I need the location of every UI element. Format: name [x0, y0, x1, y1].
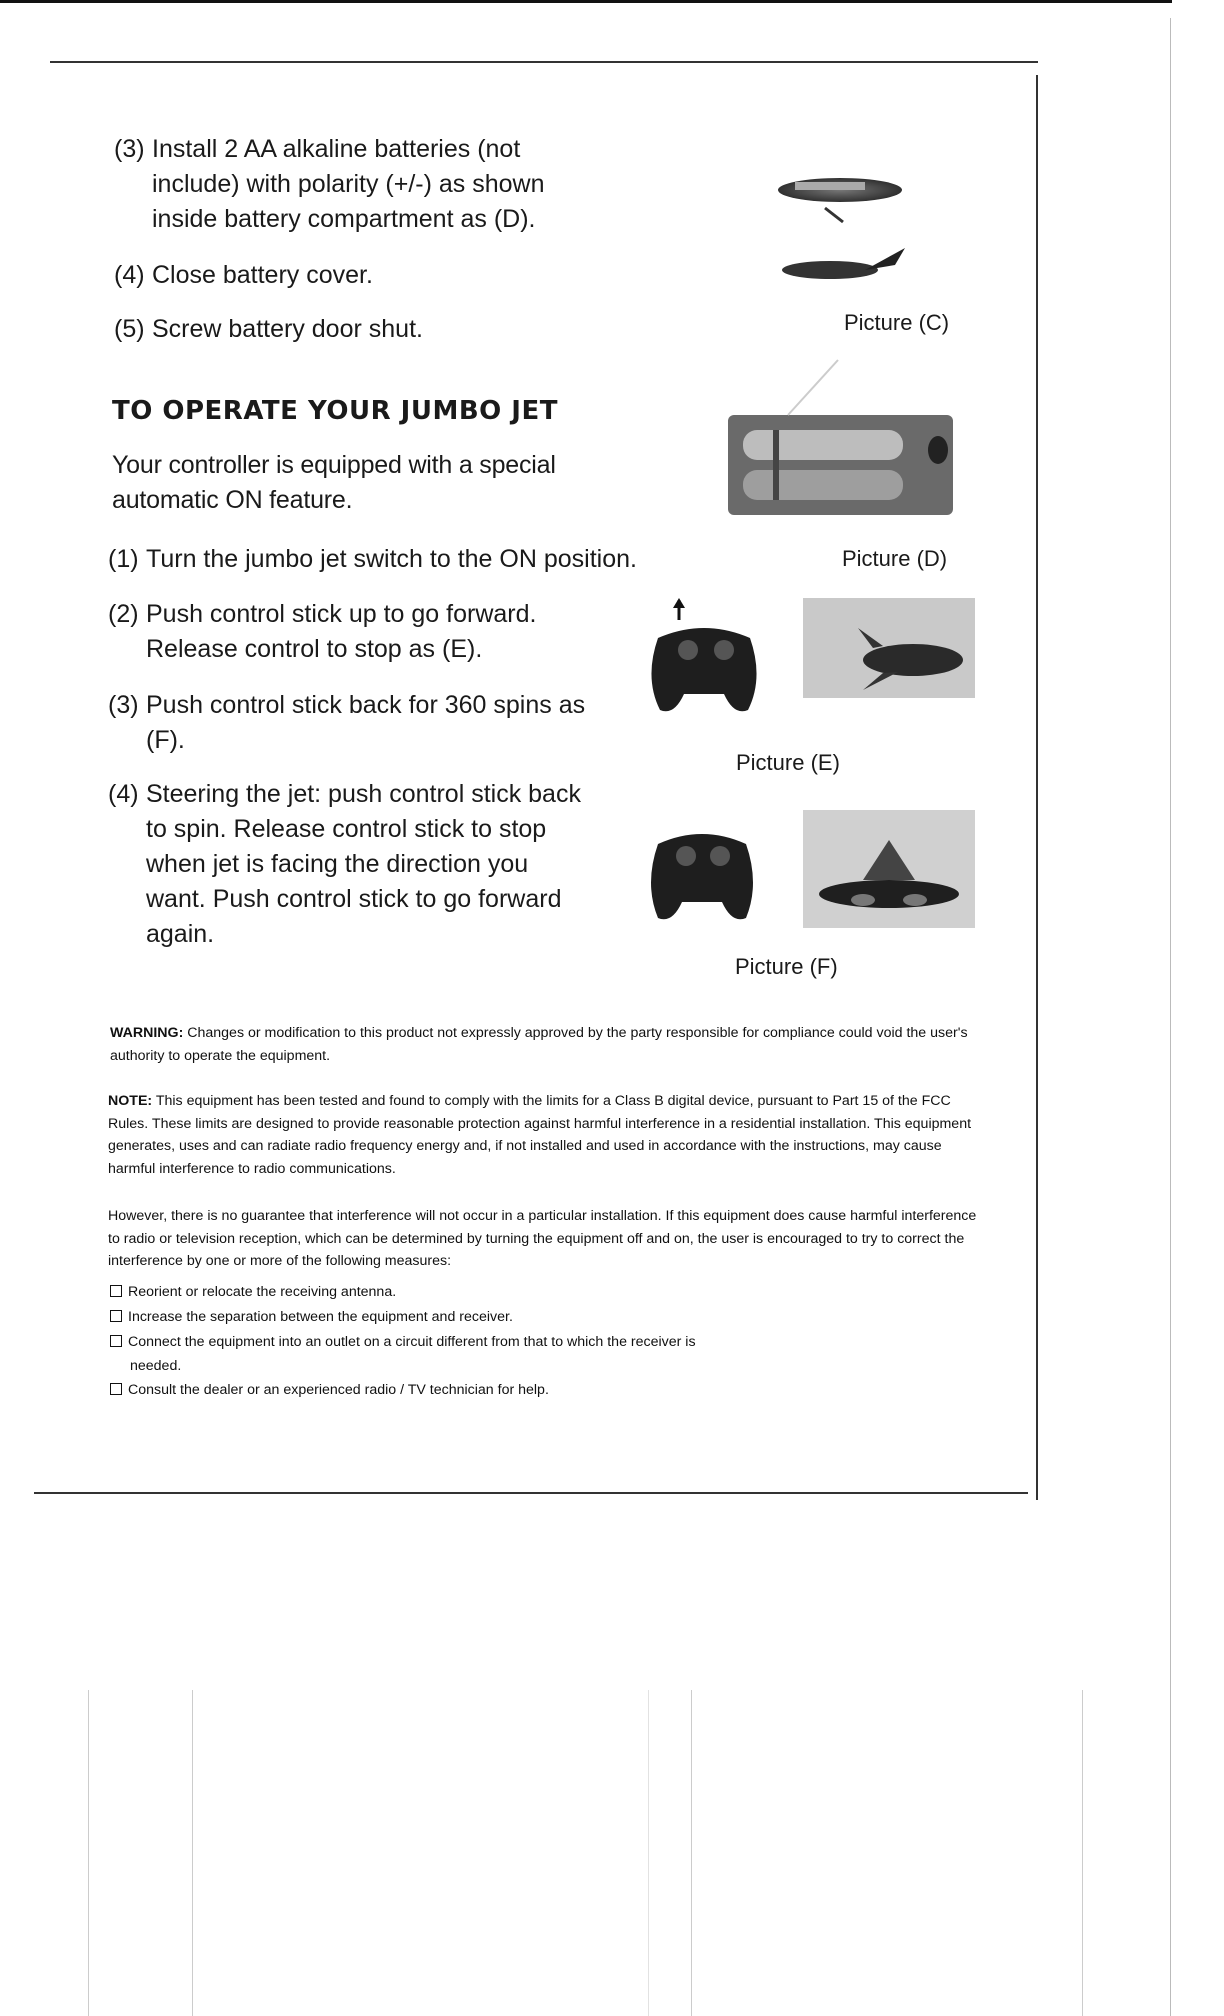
measure-text: Increase the separation between the equipment and receiver.	[128, 1309, 513, 1325]
picture-e-controller-image	[648, 598, 760, 716]
frame-top	[50, 61, 1038, 63]
guide-line-2	[192, 1690, 193, 2016]
picture-e-jet-image	[803, 598, 975, 698]
measure-item	[110, 1378, 549, 1402]
measure-text: Consult the dealer or an experienced radio / TV technician for help.	[128, 1382, 549, 1398]
operate-step-1	[108, 542, 698, 577]
guide-line-3	[648, 1690, 649, 2016]
picture-f-caption: Picture (F)	[735, 954, 838, 979]
install-step-5	[114, 312, 584, 347]
operate-intro: Your controller is equipped with a special automatic ON feature.	[112, 451, 556, 514]
install-step-4	[114, 258, 584, 293]
frame-bottom	[34, 1492, 1028, 1494]
note-paragraph	[108, 1090, 980, 1180]
operate-step-4	[108, 777, 586, 952]
guide-line-5	[1082, 1690, 1083, 2016]
step-number: (3)	[108, 691, 139, 719]
step-text: Screw battery door shut.	[152, 315, 423, 343]
measure-item	[110, 1280, 396, 1304]
checkbox-icon	[110, 1285, 122, 1297]
picture-d-image	[728, 360, 953, 535]
checkbox-icon	[110, 1335, 122, 1347]
step-text: Push control stick back for 360 spins as (F).	[146, 691, 586, 754]
install-step-3	[114, 132, 584, 237]
warning-text: Changes or modification to this product not expressly approved by the party responsible for compliance could void the user's authority to operate the equipment.	[110, 1025, 968, 1064]
step-number: (5)	[114, 315, 145, 343]
step-number: (1)	[108, 545, 139, 573]
operate-step-2	[108, 597, 588, 667]
picture-f-jet-image	[803, 810, 975, 928]
measure-text: Reorient or relocate the receiving antenna.	[128, 1284, 397, 1300]
frame-right	[1036, 75, 1038, 1500]
step-text: Push control stick up to go forward. Release control to stop as (E).	[146, 600, 537, 663]
step-text: Close battery cover.	[152, 261, 373, 289]
step-text: Install 2 AA alkaline batteries (not include) with polarity (+/-) as shown inside battery compartment as (D).	[152, 135, 545, 233]
checkbox-icon	[110, 1383, 122, 1395]
picture-c-image	[755, 160, 925, 295]
step-text: Turn the jumbo jet switch to the ON position.	[146, 545, 637, 573]
picture-d-caption: Picture (D)	[842, 546, 948, 571]
operate-heading: TO OPERATE YOUR JUMBO JET	[112, 396, 558, 426]
picture-f-controller-image	[648, 810, 756, 925]
picture-e-caption: Picture (E)	[736, 750, 840, 775]
note-label: NOTE:	[108, 1093, 153, 1109]
step-number: (2)	[108, 600, 139, 628]
checkbox-icon	[110, 1310, 122, 1322]
measure-item	[110, 1305, 513, 1329]
measure-text: Connect the equipment into an outlet on a circuit different from that to which the receiver is needed.	[128, 1334, 696, 1374]
step-number: (4)	[108, 780, 139, 808]
warning-paragraph	[110, 1022, 980, 1067]
note-text: This equipment has been tested and found to comply with the limits for a Class B digital device, pursuant to Part 15 of the FCC Rules. These limits are designed to provide reasonable protection against harmful interference in a residential installation. This equipment generates, uses and can radiate radio frequency energy and, if not installed and used in accordance with the instructions, may cause harmful interference to radio communications.	[108, 1093, 972, 1177]
top-edge-line	[0, 0, 1172, 3]
guide-line-4	[691, 1690, 692, 2016]
however-paragraph: However, there is no guarantee that interference will not occur in a particular installation. If this equipment does cause harmful interference to radio or television reception, which can be determined by turning the equipment off and on, the user is encouraged to try to correct the interference by one or more of the following measures:	[108, 1208, 977, 1269]
right-edge-line	[1170, 18, 1171, 2016]
measure-item	[110, 1330, 730, 1378]
operate-step-3	[108, 688, 598, 758]
step-number: (4)	[114, 261, 145, 289]
picture-c-caption: Picture (C)	[844, 310, 950, 335]
step-text: Steering the jet: push control stick back to spin. Release control stick to stop when jet is facing the direction you want. Push control stick to go forward again.	[146, 780, 581, 948]
step-number: (3)	[114, 135, 145, 163]
warning-label: WARNING:	[110, 1025, 184, 1041]
guide-line-1	[88, 1690, 89, 2016]
